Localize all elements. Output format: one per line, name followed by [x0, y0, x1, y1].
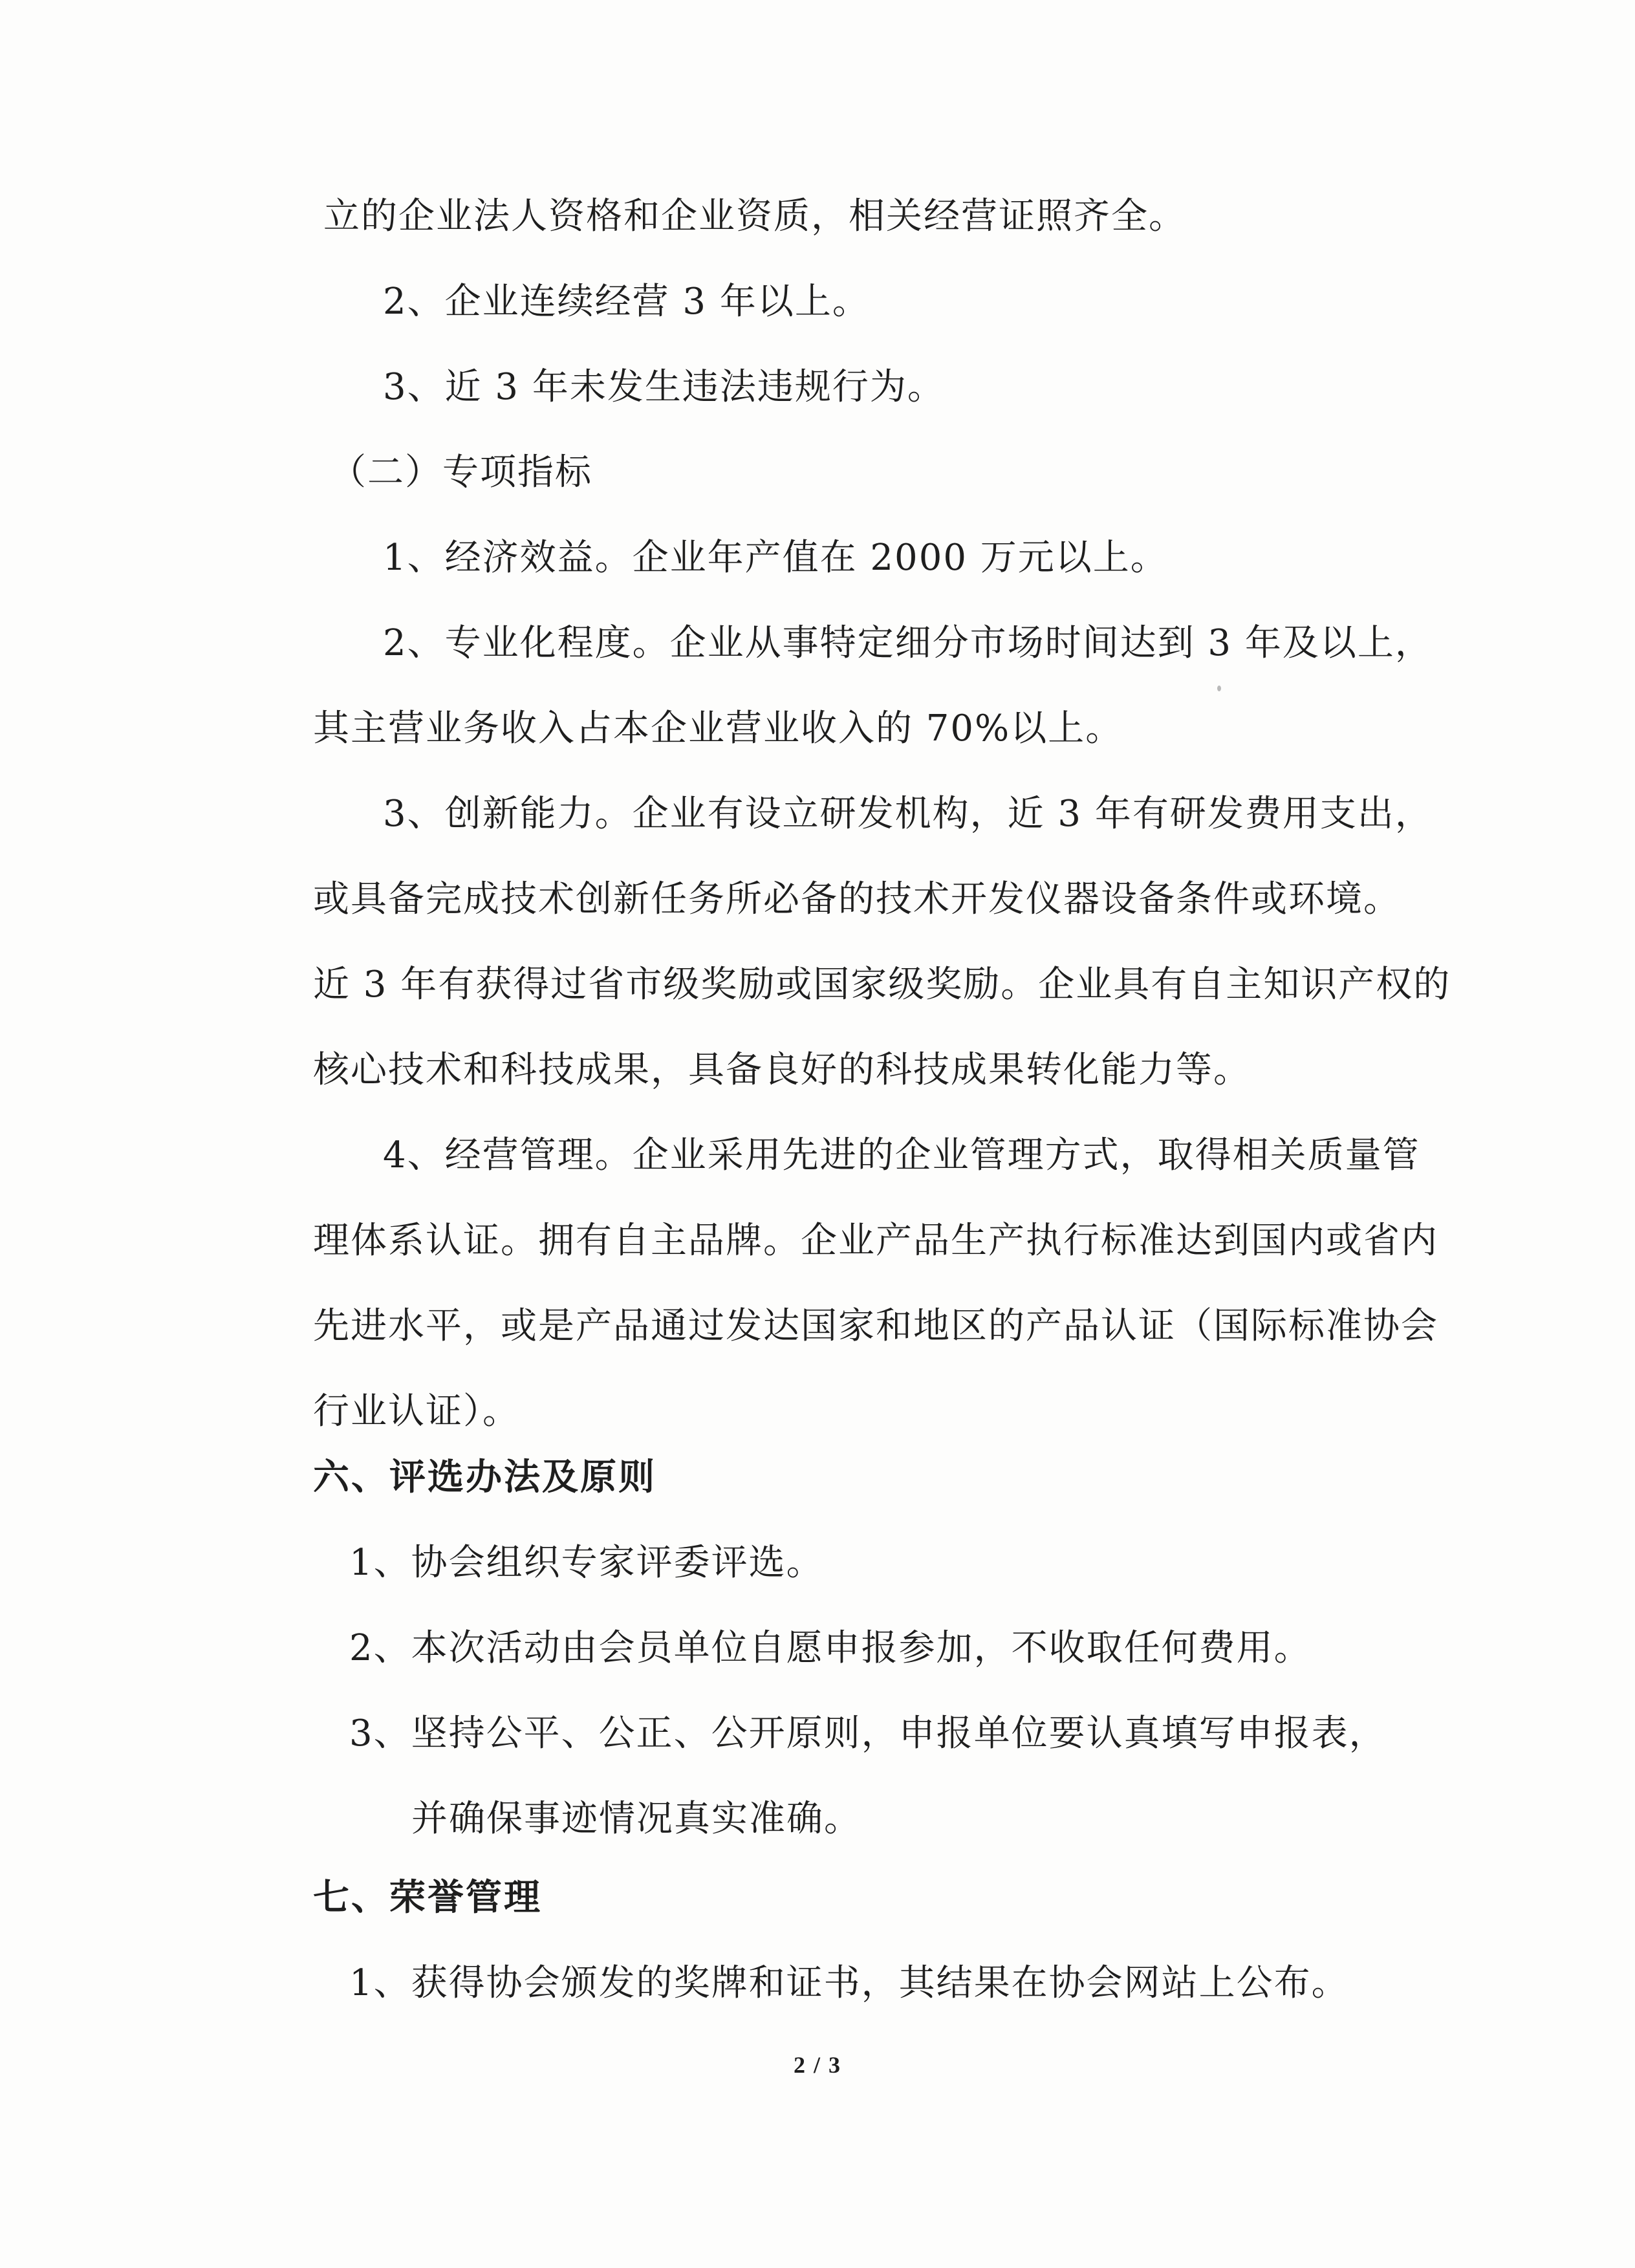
list-item: 2、本次活动由会员单位自愿申报参加，不收取任何费用。 [349, 1627, 1312, 1669]
paragraph-line: 近 3 年有获得过省市级奖励或国家级奖励。企业具有自主知识产权的 [313, 964, 1451, 1006]
paragraph-line: 1、经济效益。企业年产值在 2000 万元以上。 [383, 537, 1168, 579]
paragraph-line: 3、近 3 年未发生违法违规行为。 [383, 366, 945, 408]
paragraph-line: 3、创新能力。企业有设立研发机构，近 3 年有研发费用支出， [383, 793, 1433, 835]
paragraph-line: 先进水平，或是产品通过发达国家和地区的产品认证（国际标准协会 [313, 1305, 1438, 1347]
list-item-continuation: 并确保事迹情况真实准确。 [411, 1798, 861, 1840]
paragraph-line: 其主营业务收入占本企业营业收入的 70%以上。 [313, 707, 1123, 750]
paragraph-line: 行业认证）。 [313, 1390, 520, 1432]
paragraph-line: 2、企业连续经营 3 年以上。 [383, 281, 870, 323]
paragraph-line: 理体系认证。拥有自主品牌。企业产品生产执行标准达到国内或省内 [313, 1220, 1438, 1262]
page-number: 2 / 3 [793, 2052, 841, 2078]
paragraph-line: 核心技术和科技成果，具备良好的科技成果转化能力等。 [313, 1049, 1251, 1091]
list-item: 1、协会组织专家评委评选。 [349, 1542, 824, 1584]
paragraph-line: 立的企业法人资格和企业资质，相关经营证照齐全。 [323, 195, 1186, 237]
scan-speck [1217, 686, 1221, 691]
paragraph-line: 2、专业化程度。企业从事特定细分市场时间达到 3 年及以上， [383, 622, 1433, 664]
paragraph-line: 或具备完成技术创新任务所必备的技术开发仪器设备条件或环境。 [313, 878, 1401, 920]
list-item: 1、获得协会颁发的奖牌和证书，其结果在协会网站上公布。 [349, 1962, 1349, 2004]
section-subheading: （二）专项指标 [330, 451, 592, 493]
section-heading-honor: 七、荣誉管理 [313, 1877, 542, 1919]
section-heading-evaluation: 六、评选办法及原则 [313, 1456, 656, 1498]
list-item: 3、坚持公平、公正、公开原则，申报单位要认真填写申报表， [349, 1712, 1387, 1755]
paragraph-line: 4、经营管理。企业采用先进的企业管理方式，取得相关质量管 [383, 1134, 1420, 1176]
